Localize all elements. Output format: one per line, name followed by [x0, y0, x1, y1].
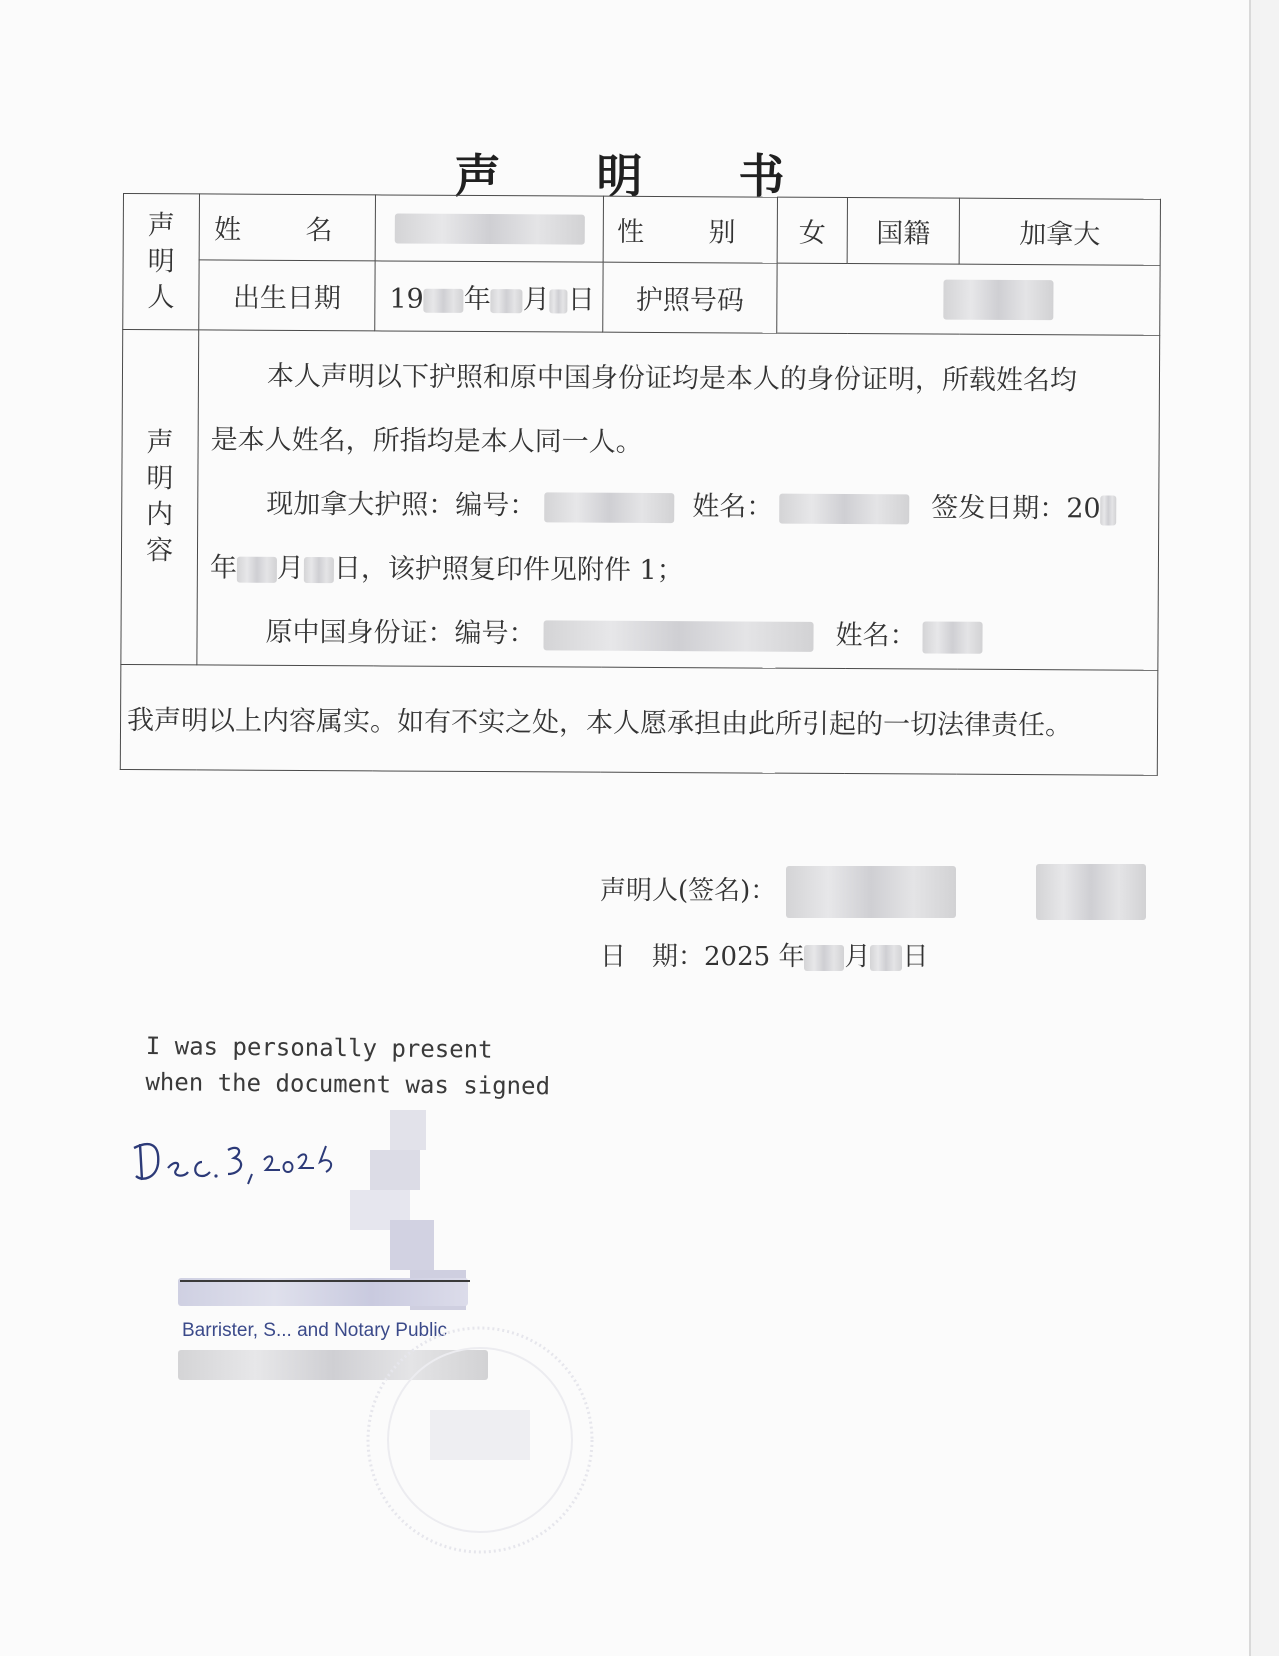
witness-line2: when the document was signed [145, 1067, 551, 1101]
redacted-id-number [543, 620, 813, 652]
sign-date-month-unit: 月 [844, 942, 871, 972]
notary-title: Barrister, S... and Notary Public [182, 1320, 448, 1341]
redacted-name [394, 214, 584, 245]
nationality-value: 加拿大 [959, 198, 1160, 265]
content-para1-line2: 是本人姓名，所指均是本人同一人。 [210, 424, 643, 458]
redacted-signature [786, 866, 956, 918]
passport-label: 护照号码 [603, 262, 777, 333]
declaration-content [197, 330, 1160, 670]
passport-name-label: 姓名： [692, 491, 774, 523]
redacted-birth-year [424, 288, 464, 312]
nationality-label: 国籍 [847, 198, 959, 265]
gender-value: 女 [777, 197, 847, 263]
issue-day-text: 日，该护照复印件见附件 1； [333, 553, 684, 587]
signature-block [600, 858, 1146, 990]
page-edge [1249, 0, 1279, 1656]
notary-signature-line [180, 1280, 470, 1282]
redacted-passport-name [779, 493, 909, 524]
birth-year-prefix: 19 [389, 283, 424, 315]
redacted-signature-2 [1036, 864, 1146, 920]
content-section-label: 声明内容 [121, 330, 199, 665]
redacted-sign-month [804, 945, 844, 971]
id-prefix: 原中国身份证：编号： [265, 616, 536, 650]
birth-label: 出生日期 [199, 260, 375, 331]
redacted-birth-month [491, 289, 523, 313]
witness-stamp [145, 1028, 550, 1104]
id-line [209, 600, 1147, 669]
signer-line [600, 858, 1146, 924]
sign-date-label: 日 期： [600, 942, 705, 972]
issue-date-label: 签发日期： [931, 492, 1067, 525]
issue-year-unit: 年 [209, 552, 237, 584]
name-label: 姓 名 [199, 194, 375, 261]
birth-year-unit: 年 [463, 283, 491, 316]
sign-date-day-unit: 日 [902, 942, 929, 972]
redacted-passport-number [943, 279, 1053, 320]
id-name-label: 姓名： [835, 619, 917, 652]
redacted-id-name [922, 621, 982, 653]
passport-line [210, 472, 1148, 541]
document-title: 声 明 书 [454, 149, 825, 203]
issue-year-prefix: 20 [1066, 493, 1101, 525]
statement-row [120, 664, 1158, 775]
redacted-issue-month [237, 556, 277, 582]
declaration-form [120, 193, 1160, 795]
redacted-sign-day [870, 945, 902, 971]
handwritten-date [130, 1130, 350, 1190]
redacted-notary-name [178, 1278, 468, 1306]
sign-date-line [600, 924, 1146, 990]
redacted-issue-year [1101, 495, 1117, 525]
passport-line2 [210, 536, 1148, 605]
signer-label: 声明人(签名)： [600, 876, 777, 906]
content-para1-line1: 本人声明以下护照和原中国身份证均是本人的身份证明，所载姓名均 [266, 360, 1078, 397]
redacted-passport-no [544, 492, 674, 523]
birth-value [375, 261, 603, 332]
redacted-issue-day [304, 557, 334, 583]
statement-text: 我声明以上内容属实。如有不实之处，本人愿承担由此所引起的一切法律责任。 [126, 704, 1073, 741]
declarant-section-label: 声明人 [123, 194, 200, 330]
passport-value [777, 263, 1160, 335]
name-value [375, 195, 603, 262]
notary-seal [360, 1320, 600, 1560]
redacted-birth-day [550, 289, 568, 313]
witness-line1: I was personally present [145, 1031, 493, 1064]
sign-date-year: 2025 年 [704, 942, 805, 972]
birth-month-unit: 月 [522, 284, 550, 316]
issue-month-unit: 月 [276, 552, 304, 585]
gender-label: 性 别 [603, 196, 777, 263]
passport-prefix: 现加拿大护照：编号： [266, 488, 537, 522]
birth-day-unit: 日 [567, 284, 595, 316]
